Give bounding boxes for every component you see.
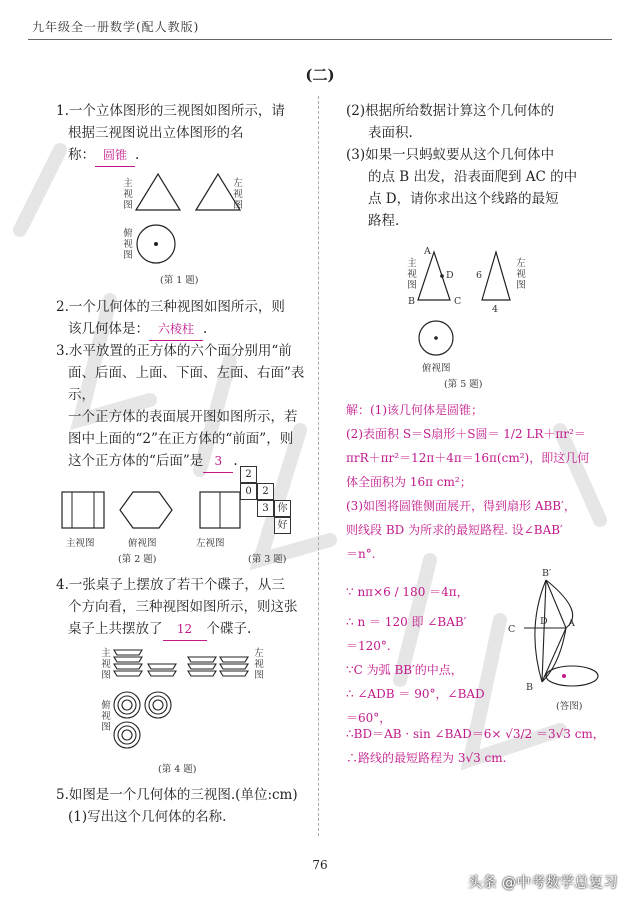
q3-line5: 这个正方体的“后面”是 3 . bbox=[56, 450, 318, 473]
q5-line1: 5.如图是一个几何体的三视图.(单位:cm) bbox=[56, 787, 298, 803]
solution-block bbox=[346, 398, 620, 566]
q4-caption: (第 4 题) bbox=[158, 764, 197, 775]
fig-label-a: A bbox=[568, 618, 575, 629]
q5-point-c: C bbox=[454, 296, 462, 307]
fig-label-b-prime: B′ bbox=[542, 568, 552, 579]
q2-caption: (第 2 题) bbox=[118, 554, 157, 565]
q4-answer: 12 bbox=[163, 618, 207, 641]
fig-label-c: C bbox=[508, 624, 516, 635]
solution-line: ∵C 为弧 BB′的中点， bbox=[346, 663, 463, 677]
q5-point-d: D bbox=[446, 270, 454, 281]
q5-front-label: 主视图 bbox=[407, 258, 417, 291]
q4-left-label: 左视图 bbox=[254, 648, 264, 681]
fig-label-b: B bbox=[526, 682, 533, 693]
question-5-continued bbox=[346, 100, 616, 232]
q1-line2: 根据三视图说出立体图形的名 bbox=[68, 125, 244, 141]
q1-top-label: 俯视图 bbox=[123, 228, 133, 261]
q5-label-6: 6 bbox=[476, 270, 483, 281]
q5-left-label: 左视图 bbox=[516, 258, 526, 291]
q3-line1: 3.水平放置的正方体的六个面分别用“前 bbox=[56, 343, 292, 359]
solution-line: ∴ n ＝ 120 即 ∠BAB′ bbox=[346, 615, 467, 629]
q3-caption: (第 3 题) bbox=[248, 554, 287, 565]
q1-left-label: 左视图 bbox=[233, 178, 243, 211]
net-cell: 0 bbox=[240, 483, 257, 500]
solution-line: ∴路线的最短路程为 3√3 cm. bbox=[346, 751, 507, 765]
question-3 bbox=[56, 340, 318, 473]
solution-line: πrR＋πr²＝12π＋4π＝16π(cm²)，即这几何 bbox=[346, 451, 590, 465]
net-cell: 你 bbox=[274, 500, 291, 517]
solution-block-2 bbox=[346, 580, 506, 730]
q5-sub2-line1: (2)根据所给数据计算这个几何体的 bbox=[346, 103, 555, 119]
question-4 bbox=[56, 574, 318, 641]
fig-label-d: D bbox=[540, 616, 548, 627]
q1-front-label: 主视图 bbox=[123, 178, 133, 211]
q5-caption: (第 5 题) bbox=[444, 379, 483, 390]
q2-views-figure bbox=[60, 490, 250, 532]
net-cell: 2 bbox=[257, 483, 274, 500]
q4-stacks-figure bbox=[112, 646, 252, 682]
page-header: 九年级全一册数学(配人教版) bbox=[32, 20, 200, 34]
q5-sub3-line1: (3)如果一只蚂蚁要从这个几何体中 bbox=[346, 147, 555, 163]
solution-line: (2)表面积 S＝S扇形＋S圆＝ 1/2 LR＋πr²＝ bbox=[346, 427, 586, 441]
solution-line: ∵ nπ×6 / 180 ＝4π， bbox=[346, 585, 469, 599]
q1-top-view bbox=[134, 222, 178, 266]
q3-line2: 面、后面、上面、下面、左面、右面”表示， bbox=[68, 365, 305, 403]
q5-sub2-line2: 表面积. bbox=[368, 125, 413, 141]
q1-answer: 圆锥 bbox=[95, 144, 135, 167]
solution-line: ＝n°. bbox=[346, 547, 376, 561]
solution-figure bbox=[516, 572, 606, 694]
q2-line2: 该几何体是： 六棱柱 . bbox=[56, 318, 316, 341]
solution-line: 解：(1)该几何体是圆锥； bbox=[346, 403, 483, 417]
q3-line4: 图中上面的“2”在正方体的“前面”，则 bbox=[68, 431, 294, 447]
q2-line1: 2.一个几何体的三种视图如图所示，则 bbox=[56, 299, 285, 315]
q2-left-label: 左视图 bbox=[196, 538, 225, 549]
q3-line3: 一个正方体的表面展开图如图所示，若 bbox=[68, 409, 298, 425]
q4-line3: 桌子上共摆放了 12 个碟子. bbox=[56, 618, 318, 641]
question-5 bbox=[56, 784, 318, 828]
question-1 bbox=[56, 100, 316, 167]
q4-top-view bbox=[112, 690, 174, 752]
solution-line: 体全面积为 16π cm²； bbox=[346, 475, 472, 489]
q4-line1: 4.一张桌子上摆放了若干个碟子，从三 bbox=[56, 577, 285, 593]
q3-net-figure bbox=[240, 466, 300, 538]
q4-line2: 个方向看，三种视图如图所示，则这张 bbox=[68, 599, 298, 615]
solution-line: (3)如图将圆锥侧面展开，得到扇形 ABB′， bbox=[346, 499, 576, 513]
q5-point-a: A bbox=[424, 246, 431, 257]
net-cell: 好 bbox=[274, 517, 291, 534]
solution-line: ∴ ∠ADB ＝ 90°，∠BAD bbox=[346, 687, 485, 701]
solution-line: 则线段 BD 为所求的最短路程. 设∠BAB′ bbox=[346, 523, 563, 537]
net-cell: 3 bbox=[257, 500, 274, 517]
net-cell: 2 bbox=[240, 466, 257, 483]
q5-point-b: B bbox=[408, 296, 415, 307]
column-divider bbox=[318, 96, 319, 836]
q5-sub1: (1)写出这个几何体的名称. bbox=[68, 809, 227, 825]
q3-answer: 3 bbox=[203, 450, 233, 473]
q1-line3: 称： 圆锥 . bbox=[56, 144, 316, 167]
page-number: 76 bbox=[312, 858, 328, 872]
q5-top-view bbox=[416, 318, 456, 358]
q1-line1: 1.一个立体图形的三视图如图所示，请 bbox=[56, 103, 285, 119]
question-2 bbox=[56, 296, 316, 341]
header-rule bbox=[28, 39, 612, 40]
solution-line: ＝120°. bbox=[346, 639, 391, 653]
q2-answer: 六棱柱 bbox=[149, 318, 203, 341]
fig-caption: (答图) bbox=[556, 701, 583, 712]
q5-top-label: 俯视图 bbox=[422, 363, 451, 374]
q4-top-label: 俯视图 bbox=[101, 700, 111, 733]
solution-line: ＝60°， bbox=[346, 711, 392, 725]
q4-front-label: 主视图 bbox=[101, 648, 111, 681]
q5-label-4: 4 bbox=[492, 304, 499, 315]
q2-top-label: 俯视图 bbox=[128, 538, 157, 549]
q2-front-label: 主视图 bbox=[66, 538, 95, 549]
q5-sub3-line4: 路程. bbox=[368, 213, 400, 229]
watermark-text: 头条 @中考数学总复习 bbox=[468, 875, 618, 891]
solution-line: ∴BD＝AB · sin ∠BAD＝6× √3/2 ＝3√3 cm， bbox=[346, 727, 605, 741]
solution-block-3 bbox=[346, 722, 620, 770]
section-title: (二) bbox=[305, 66, 335, 84]
q1-caption: (第 1 题) bbox=[160, 275, 199, 286]
q5-sub3-line3: 点 D，请你求出这个线路的最短 bbox=[368, 191, 559, 207]
q5-sub3-line2: 的点 B 出发，沿表面爬到 AC 的中 bbox=[368, 169, 578, 185]
